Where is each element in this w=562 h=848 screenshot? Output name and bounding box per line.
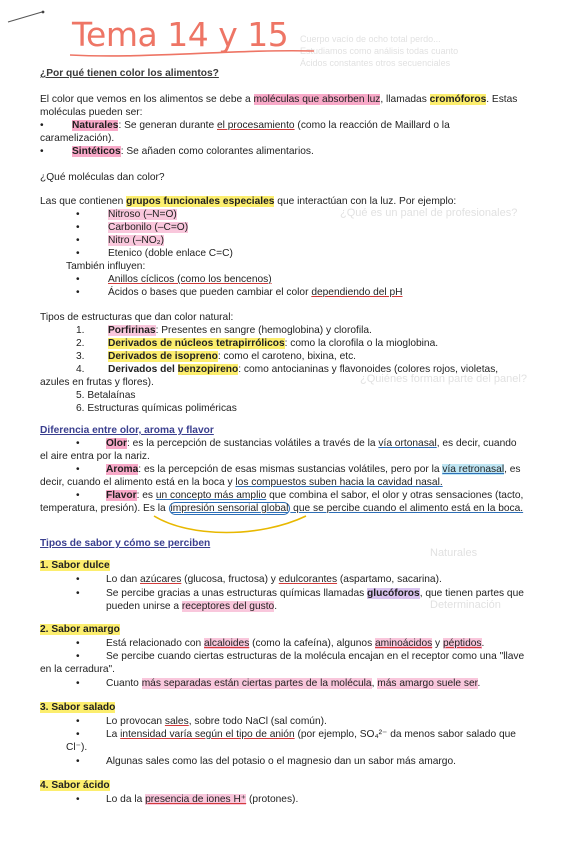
paragraph-line: decir, cuando el alimento está en la boca y los compuestos suben hacia la cavidad nasal. (40, 477, 443, 488)
subheading-amargo: 2. Sabor amargo (40, 624, 120, 635)
bullet-item: • Lo dan azúcares (glucosa, fructosa) y edulcorantes (aspartamo, sacarina). (76, 574, 442, 585)
subheading-salado: 3. Sabor salado (40, 702, 116, 713)
paragraph-line: en la cerradura". (40, 664, 115, 675)
paragraph-line: Las que contienen grupos funcionales especiales que interactúan con la luz. Por ejemplo: (40, 196, 457, 207)
numbered-item: 1. Porfirinas: Presentes en sangre (hemoglobina) y clorofila. (76, 325, 372, 336)
pencil-mark-icon (6, 10, 46, 24)
bleed-through-text: ¿Quiénes forman parte del panel? (360, 373, 527, 385)
bullet-item: • Flavor: es un concepto más amplio que combina el sabor, el olor y otras sensaciones (tacto, (76, 490, 524, 501)
bleed-through-text: Naturales (430, 547, 478, 559)
bullet-item: • Aroma: es la percepción de esas mismas sustancias volátiles, pero por la vía retronasal, es (76, 464, 521, 475)
paragraph-line: Cl⁻). (66, 742, 88, 753)
hand-drawn-curve (150, 512, 310, 538)
bleed-through-text: Cuerpo vacío de ocho total perdo... (300, 34, 441, 44)
section-heading-aroma: Diferencia entre olor, aroma y flavor (40, 425, 214, 436)
bullet-item: • Carbonilo (–C=O) (76, 222, 189, 233)
section-heading-taste: Tipos de sabor y cómo se perciben (40, 538, 211, 549)
paragraph-line: Tipos de estructuras que dan color natural: (40, 312, 234, 323)
numbered-item: 6. Estructuras químicas poliméricas (76, 403, 237, 414)
numbered-item: 5. Betalaínas (76, 390, 136, 401)
bullet-item: • Cuanto más separadas están ciertas partes de la molécula, más amargo suele ser. (76, 678, 481, 689)
paragraph-line: También influyen: (66, 261, 146, 272)
bleed-through-text: Determinación (430, 599, 501, 611)
bullet-item: • Sintéticos: Se añaden como colorantes alimentarios. (40, 146, 314, 157)
subheading-acido: 4. Sabor ácido (40, 780, 110, 791)
bullet-item: • Se percibe cuando ciertas estructuras de la molécula encajan en el receptor como una "llave (76, 651, 525, 662)
paragraph-line: El color que vemos en los alimentos se debe a moléculas que absorben luz, llamadas cromóforos. Estas (40, 94, 518, 105)
section-heading-color: ¿Por qué tienen color los alimentos? (40, 68, 219, 79)
bullet-item: • Lo da la presencia de iones H⁺ (protones). (76, 794, 299, 805)
subheading-dulce: 1. Sabor dulce (40, 560, 110, 571)
bullet-item: • Se percibe gracias a unas estructuras químicas llamadas glucóforos, que tienen partes que (76, 588, 524, 599)
bullet-item: • Anillos cíclicos (como los bencenos) (76, 274, 272, 285)
numbered-item: 3. Derivados de isopreno: como el caroteno, bixina, etc. (76, 351, 357, 362)
bleed-through-text: Ácidos constantes otros secuenciales (300, 58, 451, 68)
bullet-item: • Nitro (–NO₂) (76, 235, 165, 246)
question-line: ¿Qué moléculas dan color? (40, 172, 165, 183)
page-title: Tema 14 y 15 (72, 15, 289, 54)
bullet-item: • Algunas sales como las del potasio o el magnesio dan un sabor más amargo. (76, 756, 456, 767)
bullet-item: • Ácidos o bases que pueden cambiar el color dependiendo del pH (76, 287, 403, 298)
bullet-item: • Naturales: Se generan durante el procesamiento (como la reacción de Maillard o la (40, 120, 450, 131)
bullet-item: • Nitroso (–N=O) (76, 209, 177, 220)
paragraph-line: caramelización). (40, 133, 115, 144)
bleed-through-text: Estudiamos como análisis todas cuanto (300, 46, 459, 56)
numbered-item: 2. Derivados de núcleos tetrapirrólicos: como la clorofila o la mioglobina. (76, 338, 439, 349)
paragraph-line: pueden unirse a receptores del gusto. (106, 601, 278, 612)
paragraph-line: el aire entra por la nariz. (40, 451, 150, 462)
paragraph-line: moléculas pueden ser: (40, 107, 143, 118)
paragraph-line: temperatura, presión). Es la impresión sensorial global que se percibe cuando el alimento está en la boca. (40, 503, 524, 514)
bleed-through-text: ¿Qué es un panel de profesionales? (340, 207, 518, 219)
title-underline-stroke (66, 46, 318, 60)
bullet-item: • Lo provocan sales, sobre todo NaCl (sal común). (76, 716, 327, 727)
numbered-item: 4. Derivados del benzopireno: como antocianinas y flavonoides (colores rojos, violetas, (76, 364, 499, 375)
bullet-item: • La intensidad varía según el tipo de anión (por ejemplo, SO₄²⁻ da menos sabor salado que (76, 729, 516, 740)
bullet-item: • Está relacionado con alcaloides (como la cafeína), algunos aminoácidos y péptidos. (76, 638, 485, 649)
bullet-item: • Olor: es la percepción de sustancias volátiles a través de la vía ortonasal, es decir, cuando (76, 438, 517, 449)
paragraph-line: azules en frutas y flores). (40, 377, 154, 388)
bullet-item: • Etenico (doble enlace C=C) (76, 248, 233, 259)
